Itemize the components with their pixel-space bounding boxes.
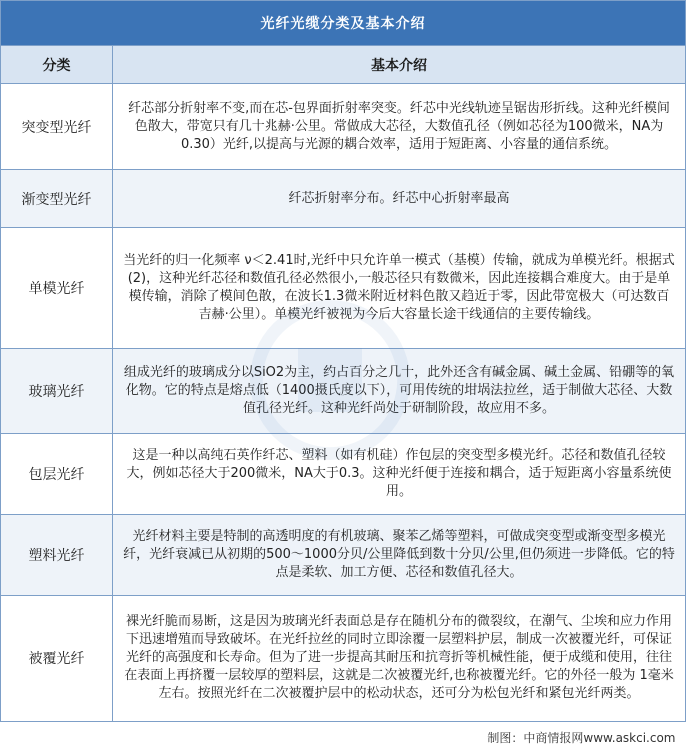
table-row <box>1 595 686 721</box>
description-cell: 裸光纤脆而易断，这是因为玻璃光纤表面总是存在随机分布的微裂纹，在潮气、尘埃和应力作用下迅速增殖而导致破坏。在光纤拉丝的同时立即涂覆一层塑料护层，制成一次被覆光纤，可保证光纤的高强度和长寿命。但为了进一步提高其耐压和抗弯折等机械性能，便于成缆和使用，往往在表面上再挤覆一层较厚的塑料层，这就是二次被覆光纤,也称被覆光纤。它的外径一般为 1毫米左右。按照光纤在二次被覆护层中的松动状态，还可分为松包光纤和紧包光纤两类。 <box>113 595 686 721</box>
category-cell: 被覆光纤 <box>1 595 113 721</box>
table-row <box>1 515 686 596</box>
table-row <box>1 170 686 227</box>
category-cell: 渐变型光纤 <box>1 170 113 227</box>
category-cell: 单模光纤 <box>1 227 113 348</box>
table-row <box>1 434 686 515</box>
description-cell: 纤芯折射率分布。纤芯中心折射率最高 <box>113 170 686 227</box>
description-cell: 当光纤的归一化频率 ν＜2.41时,光纤中只允许单一模式（基模）传输，就成为单模光纤。根据式(2)，这种光纤芯径和数值孔径必然很小,一般芯径只有数微米，因此连接耦合难度大。由于是单模传输，消除了模间色散，在波长1.3微米附近材料色散又趋近于零，因此带宽极大（可达数百吉赫·公里）。单模光纤被视为今后大容量长途干线通信的主要传输线。 <box>113 227 686 348</box>
category-cell: 包层光纤 <box>1 434 113 515</box>
category-cell: 玻璃光纤 <box>1 348 113 434</box>
description-cell: 组成光纤的玻璃成分以SiO2为主，约占百分之几十，此外还含有碱金属、碱土金属、铅硼等的氧化物。它的特点是熔点低（1400摄氏度以下），可用传统的坩埚法拉丝，适于制做大芯径、大数值孔径光纤。这种光纤尚处于研制阶段，故应用不多。 <box>113 348 686 434</box>
header-description: 基本介绍 <box>113 46 686 83</box>
description-cell: 纤芯部分折射率不变,而在芯-包界面折射率突变。纤芯中光线轨迹呈锯齿形折线。这种光纤模间色散大，带宽只有几十兆赫·公里。常做成大芯径，大数值孔径（例如芯径为100微米，NA为0.30）光纤,以提高与光源的耦合效率，适用于短距离、小容量的通信系统。 <box>113 83 686 170</box>
table-row <box>1 227 686 348</box>
description-cell: 这是一种以高纯石英作纤芯、塑料（如有机硅）作包层的突变型多模光纤。芯径和数值孔径较大，例如芯径大于200微米，NA大于0.3。这种光纤便于连接和耦合，适于短距离小容量系统使用。 <box>113 434 686 515</box>
table-row <box>1 83 686 170</box>
header-category: 分类 <box>1 46 113 83</box>
source-credit: 制图：中商情报网www.askci.com <box>487 730 676 745</box>
table-title: 光纤光缆分类及基本介绍 <box>1 1 686 46</box>
category-cell: 塑料光纤 <box>1 515 113 596</box>
table-row <box>1 348 686 434</box>
category-cell: 突变型光纤 <box>1 83 113 170</box>
description-cell: 光纤材料主要是特制的高透明度的有机玻璃、聚苯乙烯等塑料，可做成突变型或渐变型多模光纤，光纤衰减已从初期的500～1000分贝/公里降低到数十分贝/公里,但仍须进一步降低。它的特点是柔软、加工方便、芯径和数值孔径大。 <box>113 515 686 596</box>
